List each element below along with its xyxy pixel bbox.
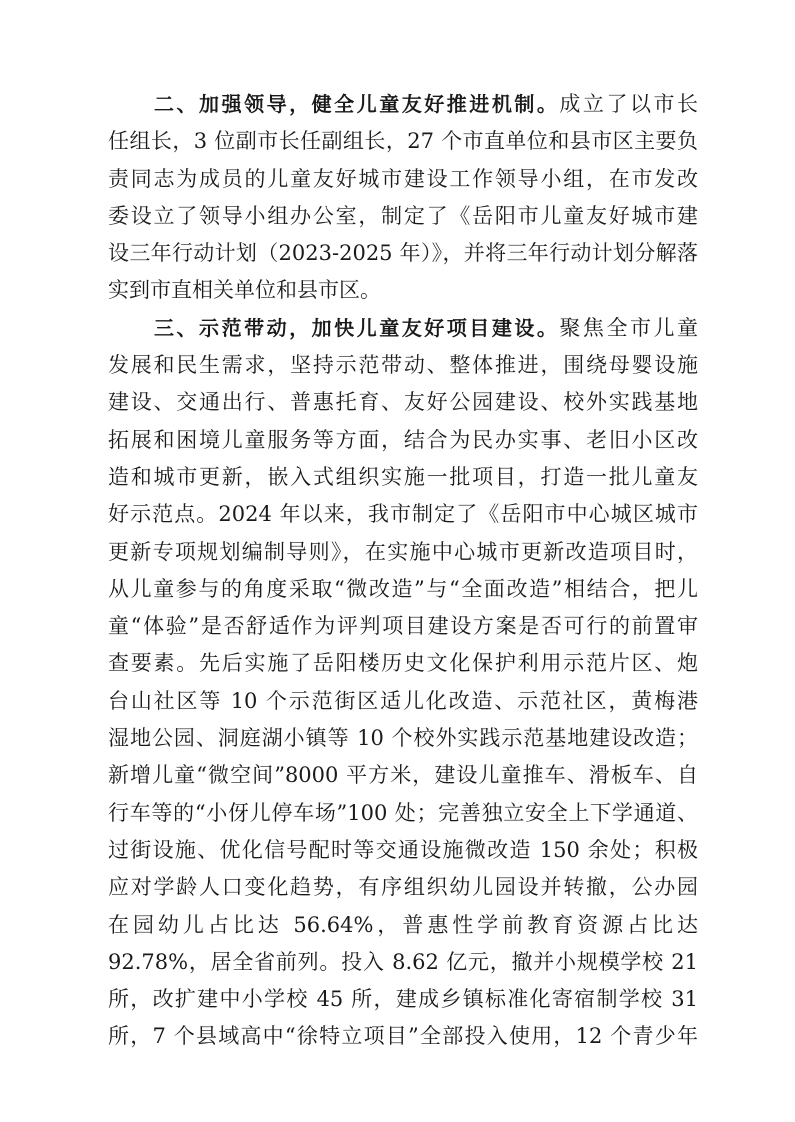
section3-line-7: 更新专项规划编制导则》，在实施中心城市更新改造项目时， <box>108 539 698 564</box>
section3-line-15: 过街设施、优化信号配时等交通设施微改造 150 余处；积极 <box>108 837 698 862</box>
section2-line-2: 任组长，3 位副市长任副组长，27 个市直单位和县市区主要负 <box>108 129 698 154</box>
section3-line-18: 92.78%，居全省前列。投入 8.62 亿元，撤并小规模学校 21 <box>108 949 698 974</box>
section3-line-11: 台山社区等 10 个示范街区适儿化改造、示范社区，黄梅港 <box>108 688 698 713</box>
section3-line-3: 建设、交通出行、普惠托育、友好公园建设、校外实践基地 <box>108 390 698 415</box>
section2-line-3: 责同志为成员的儿童友好城市建设工作领导小组，在市发改 <box>108 166 698 191</box>
section3-heading: 三、示范带动，加快儿童友好项目建设。 <box>154 315 560 340</box>
section2-line-5: 设三年行动计划（2023-2025 年）》，并将三年行动计划分解落 <box>108 241 698 266</box>
section3-line-14: 行车等的“小伢儿停车场”100 处；完善独立安全上下学通道、 <box>108 800 698 825</box>
section3-line-12: 湿地公园、洞庭湖小镇等 10 个校外实践示范基地建设改造； <box>108 726 698 751</box>
section3-line-9: 童“体验”是否舒适作为评判项目建设方案是否可行的前置审 <box>108 614 698 639</box>
section3-line-8: 从儿童参与的角度采取“微改造”与“全面改造”相结合，把儿 <box>108 576 698 601</box>
section2-line-6: 实到市直相关单位和县市区。 <box>108 278 381 303</box>
section3-line-2: 发展和民生需求，坚持示范带动、整体推进，围绕母婴设施 <box>108 353 698 378</box>
section2-text: 成立了以市长 <box>559 92 699 116</box>
section3-line-10: 查要素。先后实施了岳阳楼历史文化保护利用示范片区、炮 <box>108 651 698 676</box>
section2-line-1 <box>108 86 698 123</box>
section3-text: 聚焦全市儿童 <box>559 315 699 340</box>
section3-line-13: 新增儿童“微空间”8000 平方米，建设儿童推车、滑板车、自 <box>108 763 698 788</box>
section3-line-19: 所，改扩建中小学校 45 所，建成乡镇标准化寄宿制学校 31 <box>108 987 698 1012</box>
section3-line-1 <box>108 310 698 347</box>
section3-line-4: 拓展和困境儿童服务等方面，结合为民办实事、老旧小区改 <box>108 427 698 452</box>
section3-line-16: 应对学龄人口变化趋势，有序组织幼儿园设并转撤，公办园 <box>108 875 698 900</box>
section2-heading: 二、加强领导，健全儿童友好推进机制。 <box>154 92 560 116</box>
section3-line-17: 在园幼儿占比达 56.64%，普惠性学前教育资源占比达 <box>108 912 698 937</box>
section3-line-20: 所，7 个县域高中“徐特立项目”全部投入使用，12 个青少年 <box>108 1024 698 1049</box>
section3-line-5: 造和城市更新，嵌入式组织实施一批项目，打造一批儿童友 <box>108 464 698 489</box>
section2-line-4: 委设立了领导小组办公室，制定了《岳阳市儿童友好城市建 <box>108 203 698 228</box>
document-body <box>108 86 698 1056</box>
section3-line-6: 好示范点。2024 年以来，我市制定了《岳阳市中心城区城市 <box>108 502 698 527</box>
